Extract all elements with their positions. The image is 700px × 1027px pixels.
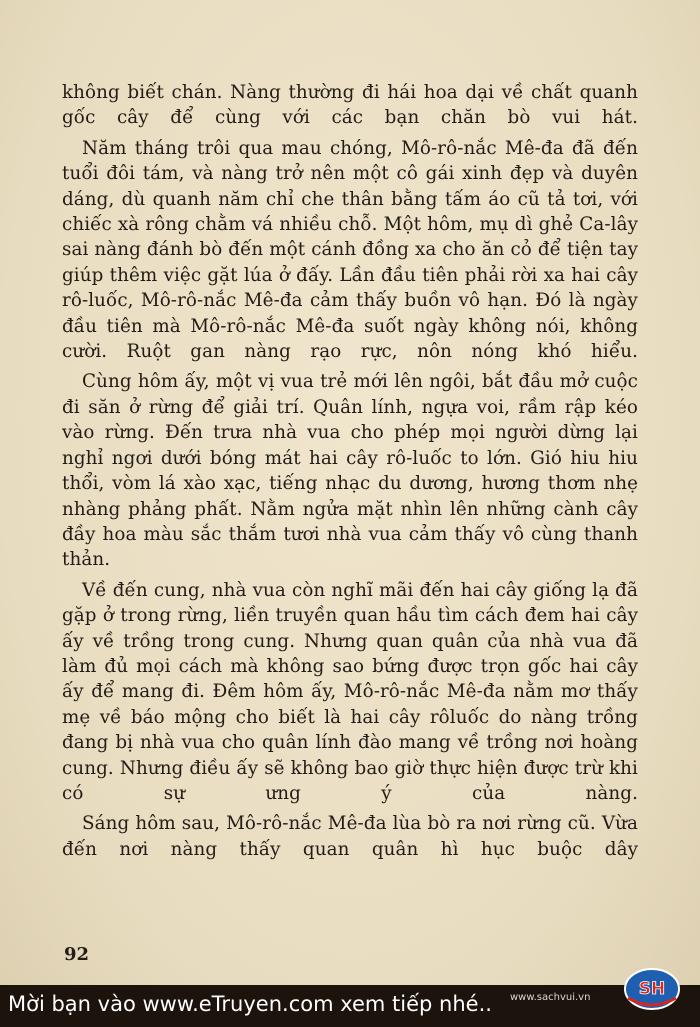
paragraph: không biết chán. Nàng thường đi hái hoa dại về chất quanh gốc cây để cùng với các bạn chăn bò vui hát. [62, 82, 638, 129]
paragraph: Về đến cung, nhà vua còn nghĩ mãi đến hai cây giống lạ đã gặp ở trong rừng, liền truyền quan hầu tìm cách đem hai cây ấy về trồng trong cung. Nhưng quan quân của nhà vua đã làm đủ mọi cách mà không sao bứng được trọn gốc hai cây ấy để mang đi. Đêm hôm ấy, Mô-rô-nắc Mê-đa nằm mơ thấy mẹ về báo mộng cho biết là hai cây rôluốc do nàng trồng đang bị nhà vua cho quân lính đào mang về trồng nơi hoàng cung. Nhưng điều ấy sẽ không bao giờ thực hiện được trừ khi có sự ưng ý của nàng. [62, 579, 638, 804]
svg-text:SH: SH [638, 979, 666, 999]
paragraph: Năm tháng trôi qua mau chóng, Mô-rô-nắc Mê-đa đã đến tuổi đôi tám, và nàng trở nên một cô gái xinh đẹp và duyên dáng, dù quanh năm chỉ che thân bằng tấm áo cũ tả tơi, với chiếc xà rông chằm vá nhiều chỗ. Một hôm, mụ dì ghẻ Ca-lây sai nàng đánh bò đến một cánh đồng xa cho ăn cỏ để tiện tay giúp thêm việc gặt lúa ở đấy. Lần đầu tiên phải rời xa hai cây rô-luốc, Mô-rô-nắc Mê-đa cảm thấy buồn vô hạn. Đó là ngày đầu tiên mà Mô-rô-nắc Mê-đa suốt ngày không nói, không cười. Ruột gan nàng rạo rực, nôn nóng khó hiểu. [62, 137, 638, 363]
page-body-text [62, 80, 638, 862]
page-number: 92 [64, 944, 90, 965]
paragraph: Sáng hôm sau, Mô-rô-nắc Mê-đa lùa bò ra nơi rừng cũ. Vừa đến nơi nàng thấy quan quân hì hục buộc dây [62, 813, 638, 860]
watermark-text: www.sachvui.vn [510, 992, 591, 1003]
footer-invite-link[interactable]: Mời bạn vào www.eTruyen.com xem tiếp nhé.. [8, 992, 492, 1016]
sh-logo-icon [622, 962, 682, 1012]
paragraph: Cùng hôm ấy, một vị vua trẻ mới lên ngôi, bắt đầu mở cuộc đi săn ở rừng để giải trí. Quân lính, ngựa voi, rầm rập kéo vào rừng. Đến trưa nhà vua cho phép mọi người dừng lại nghỉ ngơi dưới bóng mát hai cây rô-luốc to lớn. Gió hiu hiu thổi, vòm lá xào xạc, tiếng nhạc du dương, hương thơm nhẹ nhàng phảng phất. Nằm ngửa mặt nhìn lên những cành cây đầy hoa màu sắc thắm tươi nhà vua cảm thấy vô cùng thanh thản. [62, 371, 638, 571]
